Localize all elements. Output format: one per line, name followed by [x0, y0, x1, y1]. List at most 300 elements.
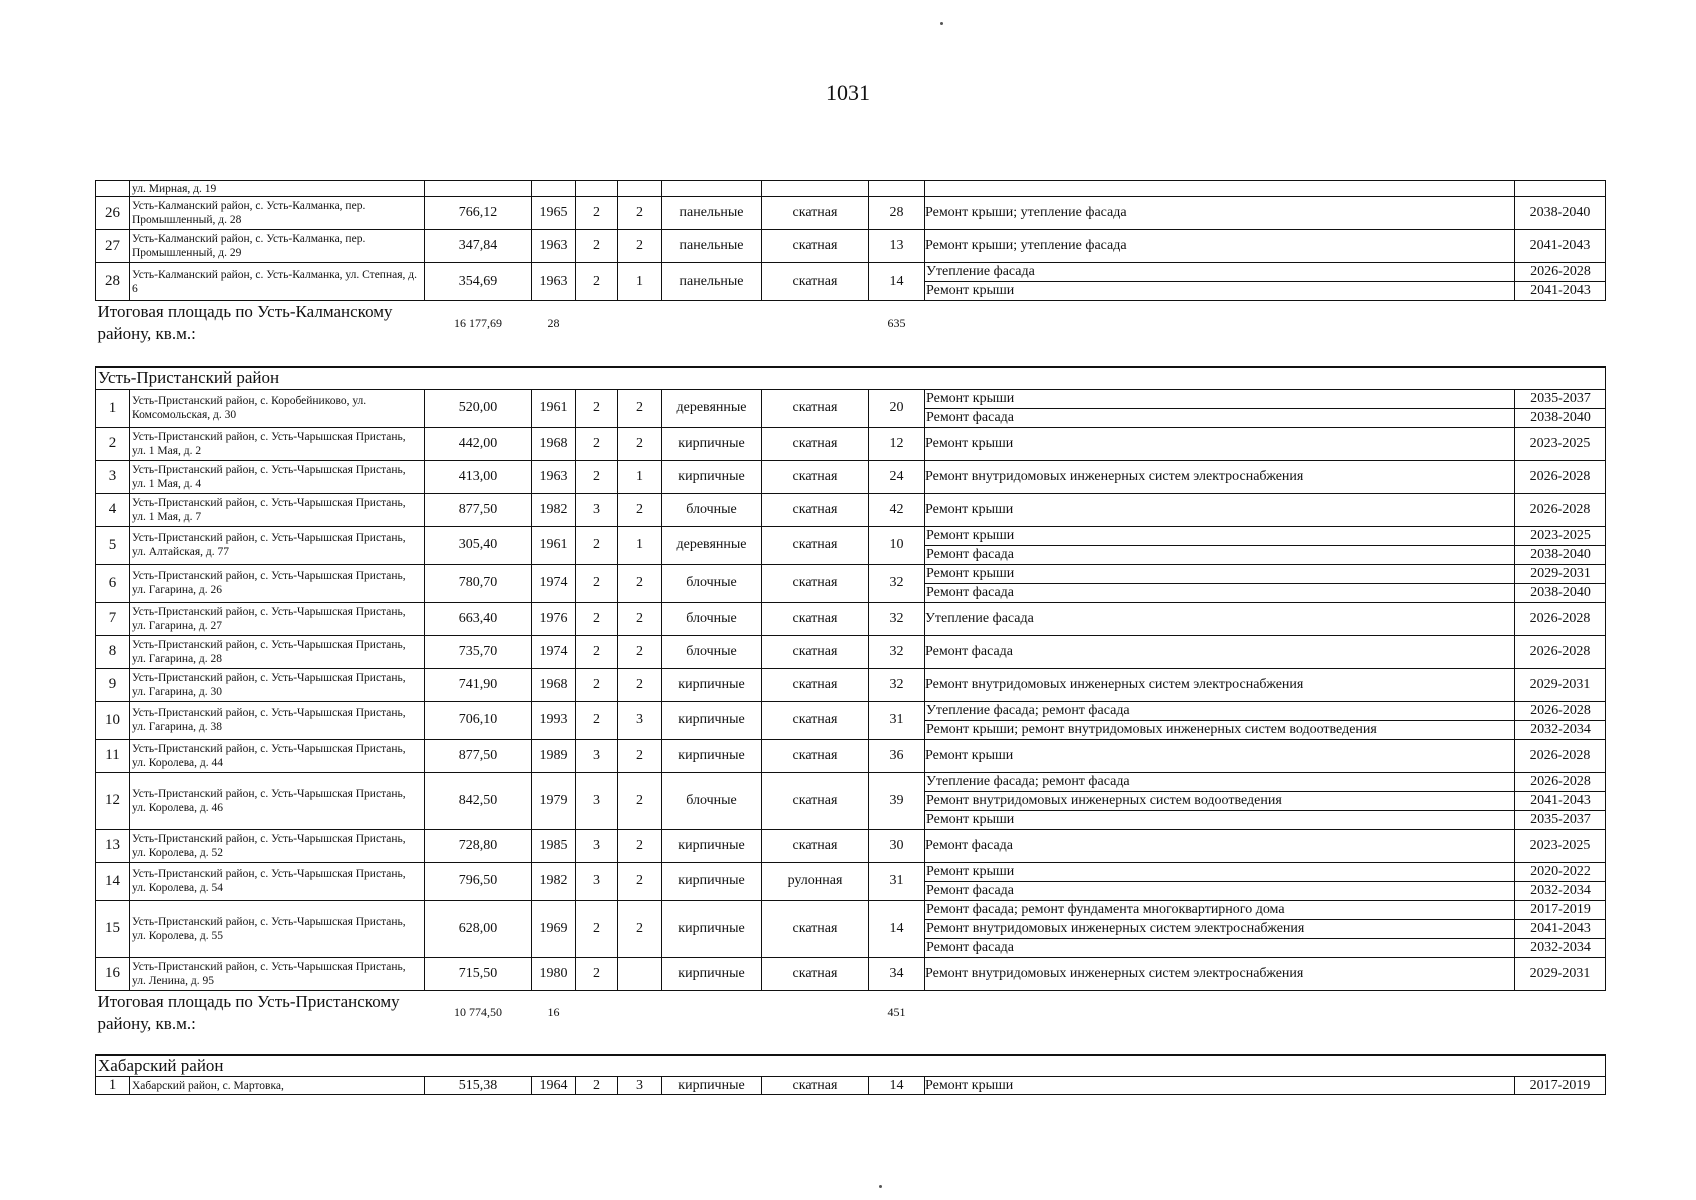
summary-area: 16 177,69: [454, 315, 502, 330]
work-period-item: 2029-2031: [1515, 565, 1605, 584]
periods-cell: [1515, 427, 1606, 460]
work-type-item: Ремонт фасада: [926, 939, 1015, 955]
works-cell: [925, 263, 1515, 301]
address-cell: Усть-Пристанский район, с. Усть-Чарышская Пристань, ул. Королева, д. 52: [130, 829, 425, 862]
area-cell: 877,50: [425, 493, 532, 526]
wall-material-cell: деревянные: [662, 389, 762, 427]
table-row: [96, 564, 1606, 602]
roof-type-cell: скатная: [762, 701, 869, 739]
row-number-cell: 10: [96, 701, 130, 739]
work-type-item: Ремонт внутридомовых инженерных систем электроснабжения: [925, 965, 1304, 981]
work-type-item: Утепление фасада; ремонт фасада: [925, 773, 1514, 792]
area-cell: 515,38: [425, 1077, 532, 1095]
address-cell: Усть-Пристанский район, с. Усть-Чарышская Пристань, ул. Гагарина, д. 27: [130, 602, 425, 635]
area-cell: 663,40: [425, 602, 532, 635]
work-period-item: 2026-2028: [1529, 610, 1591, 626]
entrances-cell: 1: [618, 263, 662, 301]
year-cell: 1965: [532, 197, 576, 230]
work-type-item: Ремонт крыши: [926, 283, 1015, 298]
year-cell: 1968: [532, 427, 576, 460]
year-cell: 1980: [532, 957, 576, 990]
entrances-cell: 2: [618, 427, 662, 460]
periods-cell: [1515, 957, 1606, 990]
row-number-cell: 3: [96, 460, 130, 493]
row-number-cell: 27: [96, 230, 130, 263]
wall-material-cell: блочные: [662, 635, 762, 668]
residents-cell: 14: [869, 1077, 925, 1095]
table-row: [96, 739, 1606, 772]
empty-cell: [532, 181, 576, 197]
wall-material-cell: кирпичные: [662, 427, 762, 460]
work-type-item: Ремонт крыши: [925, 435, 1014, 451]
work-type-item: Утепление фасада; ремонт фасада: [925, 702, 1514, 721]
entrances-cell: 2: [618, 389, 662, 427]
entrances-cell: 2: [618, 602, 662, 635]
roof-type-cell: скатная: [762, 389, 869, 427]
residents-cell: 31: [869, 701, 925, 739]
residents-cell: 39: [869, 772, 925, 829]
summary-empty: [925, 990, 1606, 1035]
table-row: [96, 427, 1606, 460]
work-period-item: 2026-2028: [1529, 468, 1591, 484]
wall-material-cell: кирпичные: [662, 701, 762, 739]
spacer-cell: [96, 345, 1606, 367]
residents-cell: 10: [869, 526, 925, 564]
work-period-item: 2026-2028: [1529, 747, 1591, 763]
work-type-item: Ремонт фасада: [926, 882, 1015, 898]
work-period-item: 2023-2025: [1529, 837, 1591, 853]
area-cell: 766,12: [425, 197, 532, 230]
roof-type-cell: скатная: [762, 564, 869, 602]
works-cell: [925, 1077, 1515, 1095]
district-name: Усть-Пристанский район: [96, 367, 1606, 389]
empty-cell: [618, 181, 662, 197]
entrances-cell: 2: [618, 230, 662, 263]
wall-material-cell: кирпичные: [662, 957, 762, 990]
address-cell: Усть-Пристанский район, с. Коробейниково, ул. Комсомольская, д. 30: [130, 389, 425, 427]
year-cell: 1961: [532, 389, 576, 427]
works-cell: [925, 389, 1515, 427]
floors-cell: 2: [576, 526, 618, 564]
summary-label: Итоговая площадь по Усть-Пристанскому району, кв.м.:: [97, 991, 400, 1033]
area-cell: 715,50: [425, 957, 532, 990]
summary-underline: [576, 990, 869, 1035]
table-row: [96, 602, 1606, 635]
address-cell: Усть-Пристанский район, с. Усть-Чарышская Пристань, ул. Алтайская, д. 77: [130, 526, 425, 564]
work-period-item: 2026-2028: [1515, 702, 1605, 721]
wall-material-cell: блочные: [662, 602, 762, 635]
residents-cell: 31: [869, 862, 925, 900]
summary-area: 10 774,50: [454, 1005, 502, 1019]
roof-type-cell: скатная: [762, 635, 869, 668]
floors-cell: 2: [576, 668, 618, 701]
work-period-item: 2020-2022: [1515, 863, 1605, 882]
periods-cell: [1515, 263, 1606, 301]
table-row: [96, 230, 1606, 263]
periods-cell: [1515, 460, 1606, 493]
work-period-item: 2041-2043: [1529, 238, 1591, 253]
floors-cell: 2: [576, 564, 618, 602]
residents-cell: 20: [869, 389, 925, 427]
area-cell: 347,84: [425, 230, 532, 263]
residents-cell: 14: [869, 263, 925, 301]
address-cell: ул. Мирная, д. 19: [130, 181, 425, 197]
spacer-row: [96, 345, 1606, 367]
area-cell: 796,50: [425, 862, 532, 900]
table-row: [96, 197, 1606, 230]
wall-material-cell: блочные: [662, 493, 762, 526]
residents-cell: 28: [869, 197, 925, 230]
entrances-cell: 3: [618, 1077, 662, 1095]
entrances-cell: 2: [618, 772, 662, 829]
roof-type-cell: скатная: [762, 668, 869, 701]
works-cell: [925, 635, 1515, 668]
work-period-item: 2023-2025: [1529, 435, 1591, 451]
row-number-cell: 15: [96, 900, 130, 957]
year-cell: 1989: [532, 739, 576, 772]
work-type-item: Ремонт крыши: [926, 811, 1015, 827]
table-row: [96, 668, 1606, 701]
residents-cell: 32: [869, 564, 925, 602]
year-cell: 1976: [532, 602, 576, 635]
year-cell: 1982: [532, 493, 576, 526]
entrances-cell: [618, 957, 662, 990]
roof-type-cell: скатная: [762, 230, 869, 263]
floors-cell: 2: [576, 460, 618, 493]
work-type-item: Ремонт крыши; утепление фасада: [925, 205, 1127, 220]
summary-empty: [925, 301, 1606, 346]
empty-cell: [925, 181, 1515, 197]
periods-cell: [1515, 526, 1606, 564]
work-period-item: 2017-2019: [1529, 1077, 1591, 1093]
floors-cell: 3: [576, 772, 618, 829]
periods-cell: [1515, 900, 1606, 957]
year-cell: 1993: [532, 701, 576, 739]
empty-cell: [1515, 181, 1606, 197]
roof-type-cell: скатная: [762, 197, 869, 230]
work-type-item: Ремонт внутридомовых инженерных систем электроснабжения: [925, 920, 1514, 939]
row-number-cell: 13: [96, 829, 130, 862]
year-cell: 1963: [532, 263, 576, 301]
row-number-cell: 4: [96, 493, 130, 526]
work-period-item: 2038-2040: [1530, 546, 1591, 562]
area-cell: 842,50: [425, 772, 532, 829]
periods-cell: [1515, 389, 1606, 427]
work-period-item: 2038-2040: [1530, 409, 1591, 425]
entrances-cell: 2: [618, 635, 662, 668]
work-type-item: Ремонт внутридомовых инженерных систем электроснабжения: [925, 468, 1304, 484]
work-type-item: Ремонт крыши: [925, 1077, 1014, 1093]
address-cell: Усть-Пристанский район, с. Усть-Чарышская Пристань, ул. Гагарина, д. 38: [130, 701, 425, 739]
work-period-item: 2041-2043: [1515, 792, 1605, 811]
residents-cell: 13: [869, 230, 925, 263]
work-period-item: 2026-2028: [1529, 643, 1591, 659]
work-period-item: 2017-2019: [1515, 901, 1605, 920]
entrances-cell: 2: [618, 564, 662, 602]
periods-cell: [1515, 1077, 1606, 1095]
floors-cell: 2: [576, 197, 618, 230]
wall-material-cell: кирпичные: [662, 1077, 762, 1095]
table-row: [96, 526, 1606, 564]
area-cell: 520,00: [425, 389, 532, 427]
roof-type-cell: скатная: [762, 526, 869, 564]
wall-material-cell: панельные: [662, 230, 762, 263]
address-cell: Усть-Пристанский район, с. Усть-Чарышская Пристань, ул. 1 Мая, д. 2: [130, 427, 425, 460]
work-type-item: Ремонт фасада: [926, 409, 1015, 425]
empty-cell: [576, 181, 618, 197]
works-cell: [925, 230, 1515, 263]
residents-cell: 34: [869, 957, 925, 990]
residents-cell: 14: [869, 900, 925, 957]
empty-cell: [869, 181, 925, 197]
page-number: 1031: [826, 80, 870, 105]
works-cell: [925, 957, 1515, 990]
registry-table: [95, 180, 1606, 1095]
works-cell: [925, 564, 1515, 602]
area-cell: 305,40: [425, 526, 532, 564]
district-name: Хабарский район: [96, 1055, 1606, 1077]
address-cell: Усть-Калманский район, с. Усть-Калманка, ул. Степная, д. 6: [130, 263, 425, 301]
address-cell: Хабарский район, с. Мартовка,: [130, 1077, 425, 1095]
work-period-item: 2023-2025: [1515, 527, 1605, 546]
work-type-item: Ремонт фасада: [926, 584, 1015, 600]
works-cell: [925, 900, 1515, 957]
work-period-item: 2026-2028: [1515, 263, 1605, 282]
summary-underline: [576, 301, 869, 346]
entrances-cell: 2: [618, 829, 662, 862]
wall-material-cell: кирпичные: [662, 739, 762, 772]
table-row: [96, 701, 1606, 739]
area-cell: 780,70: [425, 564, 532, 602]
entrances-cell: 2: [618, 668, 662, 701]
row-number-cell: 7: [96, 602, 130, 635]
row-number-cell: 16: [96, 957, 130, 990]
wall-material-cell: кирпичные: [662, 460, 762, 493]
works-cell: [925, 668, 1515, 701]
row-number-cell: 11: [96, 739, 130, 772]
entrances-cell: 3: [618, 701, 662, 739]
year-cell: 1969: [532, 900, 576, 957]
works-cell: [925, 862, 1515, 900]
row-number-cell: 9: [96, 668, 130, 701]
year-cell: 1963: [532, 460, 576, 493]
table-row: [96, 460, 1606, 493]
empty-cell: [762, 181, 869, 197]
floors-cell: 2: [576, 427, 618, 460]
work-type-item: Ремонт крыши: [925, 390, 1514, 409]
floors-cell: 2: [576, 957, 618, 990]
roof-type-cell: скатная: [762, 493, 869, 526]
summary-label: Итоговая площадь по Усть-Калманскому району, кв.м.:: [97, 302, 393, 343]
wall-material-cell: панельные: [662, 197, 762, 230]
works-cell: [925, 460, 1515, 493]
work-period-item: 2035-2037: [1515, 390, 1605, 409]
work-type-item: Ремонт фасада: [925, 643, 1014, 659]
roof-type-cell: скатная: [762, 900, 869, 957]
roof-type-cell: скатная: [762, 460, 869, 493]
floors-cell: 2: [576, 602, 618, 635]
row-number-cell: [96, 181, 130, 197]
works-cell: [925, 526, 1515, 564]
row-number-cell: 28: [96, 263, 130, 301]
address-cell: Усть-Пристанский район, с. Усть-Чарышская Пристань, ул. Королева, д. 44: [130, 739, 425, 772]
floors-cell: 2: [576, 263, 618, 301]
work-period-item: 2029-2031: [1529, 965, 1591, 981]
roof-type-cell: скатная: [762, 829, 869, 862]
area-cell: 628,00: [425, 900, 532, 957]
floors-cell: 2: [576, 1077, 618, 1095]
year-cell: 1985: [532, 829, 576, 862]
work-type-item: Ремонт крыши: [925, 501, 1014, 517]
row-number-cell: 6: [96, 564, 130, 602]
wall-material-cell: кирпичные: [662, 900, 762, 957]
table-row: [96, 772, 1606, 829]
periods-cell: [1515, 564, 1606, 602]
table-row: [96, 829, 1606, 862]
row-number-cell: 12: [96, 772, 130, 829]
roof-type-cell: скатная: [762, 957, 869, 990]
table-row: [96, 862, 1606, 900]
periods-cell: [1515, 602, 1606, 635]
works-cell: [925, 701, 1515, 739]
row-number-cell: 1: [96, 1077, 130, 1095]
work-period-item: 2032-2034: [1530, 939, 1591, 955]
address-cell: Усть-Пристанский район, с. Усть-Чарышская Пристань, ул. Королева, д. 54: [130, 862, 425, 900]
work-period-item: 2032-2034: [1530, 721, 1591, 737]
entrances-cell: 2: [618, 493, 662, 526]
periods-cell: [1515, 668, 1606, 701]
district-header-row: [96, 1055, 1606, 1077]
work-type-item: Ремонт фасада: [926, 546, 1015, 562]
roof-type-cell: скатная: [762, 602, 869, 635]
periods-cell: [1515, 862, 1606, 900]
work-type-item: Ремонт внутридомовых инженерных систем электроснабжения: [925, 676, 1304, 692]
floors-cell: 3: [576, 829, 618, 862]
address-cell: Усть-Пристанский район, с. Усть-Чарышская Пристань, ул. Королева, д. 46: [130, 772, 425, 829]
year-cell: 1982: [532, 862, 576, 900]
entrances-cell: 2: [618, 862, 662, 900]
wall-material-cell: кирпичные: [662, 862, 762, 900]
floors-cell: 2: [576, 701, 618, 739]
roof-type-cell: скатная: [762, 772, 869, 829]
table-row: [96, 389, 1606, 427]
summary-residents: 451: [887, 1005, 906, 1019]
entrances-cell: 2: [618, 197, 662, 230]
address-cell: Усть-Пристанский район, с. Усть-Чарышская Пристань, ул. Ленина, д. 95: [130, 957, 425, 990]
work-period-item: 2038-2040: [1529, 205, 1591, 220]
floors-cell: 2: [576, 900, 618, 957]
work-period-item: 2041-2043: [1515, 920, 1605, 939]
address-cell: Усть-Пристанский район, с. Усть-Чарышская Пристань, ул. 1 Мая, д. 7: [130, 493, 425, 526]
periods-cell: [1515, 493, 1606, 526]
residents-cell: 36: [869, 739, 925, 772]
residents-cell: 24: [869, 460, 925, 493]
wall-material-cell: блочные: [662, 772, 762, 829]
periods-cell: [1515, 635, 1606, 668]
address-cell: Усть-Пристанский район, с. Усть-Чарышская Пристань, ул. Гагарина, д. 30: [130, 668, 425, 701]
summary-residents: 635: [887, 315, 906, 330]
row-number-cell: 26: [96, 197, 130, 230]
address-cell: Усть-Калманский район, с. Усть-Калманка, пер. Промышленный, д. 29: [130, 230, 425, 263]
address-cell: Усть-Пристанский район, с. Усть-Чарышская Пристань, ул. Гагарина, д. 26: [130, 564, 425, 602]
floors-cell: 2: [576, 230, 618, 263]
floors-cell: 2: [576, 635, 618, 668]
work-type-item: Ремонт внутридомовых инженерных систем водоотведения: [925, 792, 1514, 811]
floors-cell: 3: [576, 493, 618, 526]
row-number-cell: 2: [96, 427, 130, 460]
table-row: [96, 957, 1606, 990]
summary-count: 28: [547, 315, 560, 330]
work-type-item: Ремонт крыши: [925, 527, 1514, 546]
residents-cell: 12: [869, 427, 925, 460]
work-period-item: 2032-2034: [1530, 882, 1591, 898]
wall-material-cell: панельные: [662, 263, 762, 301]
scan-mark: [940, 22, 943, 25]
floors-cell: 3: [576, 862, 618, 900]
work-type-item: Утепление фасада: [925, 610, 1034, 626]
roof-type-cell: скатная: [762, 263, 869, 301]
entrances-cell: 1: [618, 526, 662, 564]
works-cell: [925, 829, 1515, 862]
periods-cell: [1515, 230, 1606, 263]
area-cell: 741,90: [425, 668, 532, 701]
spacer-row: [96, 1035, 1606, 1055]
table-row: [96, 635, 1606, 668]
work-type-item: Ремонт крыши; утепление фасада: [925, 238, 1127, 253]
year-cell: 1968: [532, 668, 576, 701]
work-type-item: Ремонт фасада: [925, 837, 1014, 853]
area-cell: 735,70: [425, 635, 532, 668]
work-type-item: Ремонт крыши: [925, 565, 1514, 584]
periods-cell: [1515, 829, 1606, 862]
roof-type-cell: скатная: [762, 1077, 869, 1095]
scan-mark: [879, 1185, 882, 1188]
periods-cell: [1515, 701, 1606, 739]
works-cell: [925, 772, 1515, 829]
row-number-cell: 1: [96, 389, 130, 427]
wall-material-cell: кирпичные: [662, 668, 762, 701]
works-cell: [925, 493, 1515, 526]
roof-type-cell: скатная: [762, 739, 869, 772]
row-number-cell: 14: [96, 862, 130, 900]
works-cell: [925, 739, 1515, 772]
residents-cell: 32: [869, 602, 925, 635]
area-cell: 706,10: [425, 701, 532, 739]
empty-cell: [425, 181, 532, 197]
wall-material-cell: деревянные: [662, 526, 762, 564]
work-type-item: Утепление фасада: [925, 263, 1514, 282]
roof-type-cell: рулонная: [762, 862, 869, 900]
residents-cell: 32: [869, 635, 925, 668]
residents-cell: 42: [869, 493, 925, 526]
work-period-item: 2035-2037: [1530, 811, 1591, 827]
area-cell: 413,00: [425, 460, 532, 493]
work-period-item: 2029-2031: [1529, 676, 1591, 692]
address-cell: Усть-Калманский район, с. Усть-Калманка, пер. Промышленный, д. 28: [130, 197, 425, 230]
wall-material-cell: блочные: [662, 564, 762, 602]
table-row: [96, 1077, 1606, 1095]
empty-cell: [662, 181, 762, 197]
periods-cell: [1515, 197, 1606, 230]
residents-cell: 32: [869, 668, 925, 701]
table-row: [96, 493, 1606, 526]
entrances-cell: 1: [618, 460, 662, 493]
work-period-item: 2026-2028: [1515, 773, 1605, 792]
work-type-item: Ремонт крыши; ремонт внутридомовых инженерных систем водоотведения: [926, 721, 1377, 737]
row-number-cell: 8: [96, 635, 130, 668]
table-row: [96, 181, 1606, 197]
floors-cell: 3: [576, 739, 618, 772]
